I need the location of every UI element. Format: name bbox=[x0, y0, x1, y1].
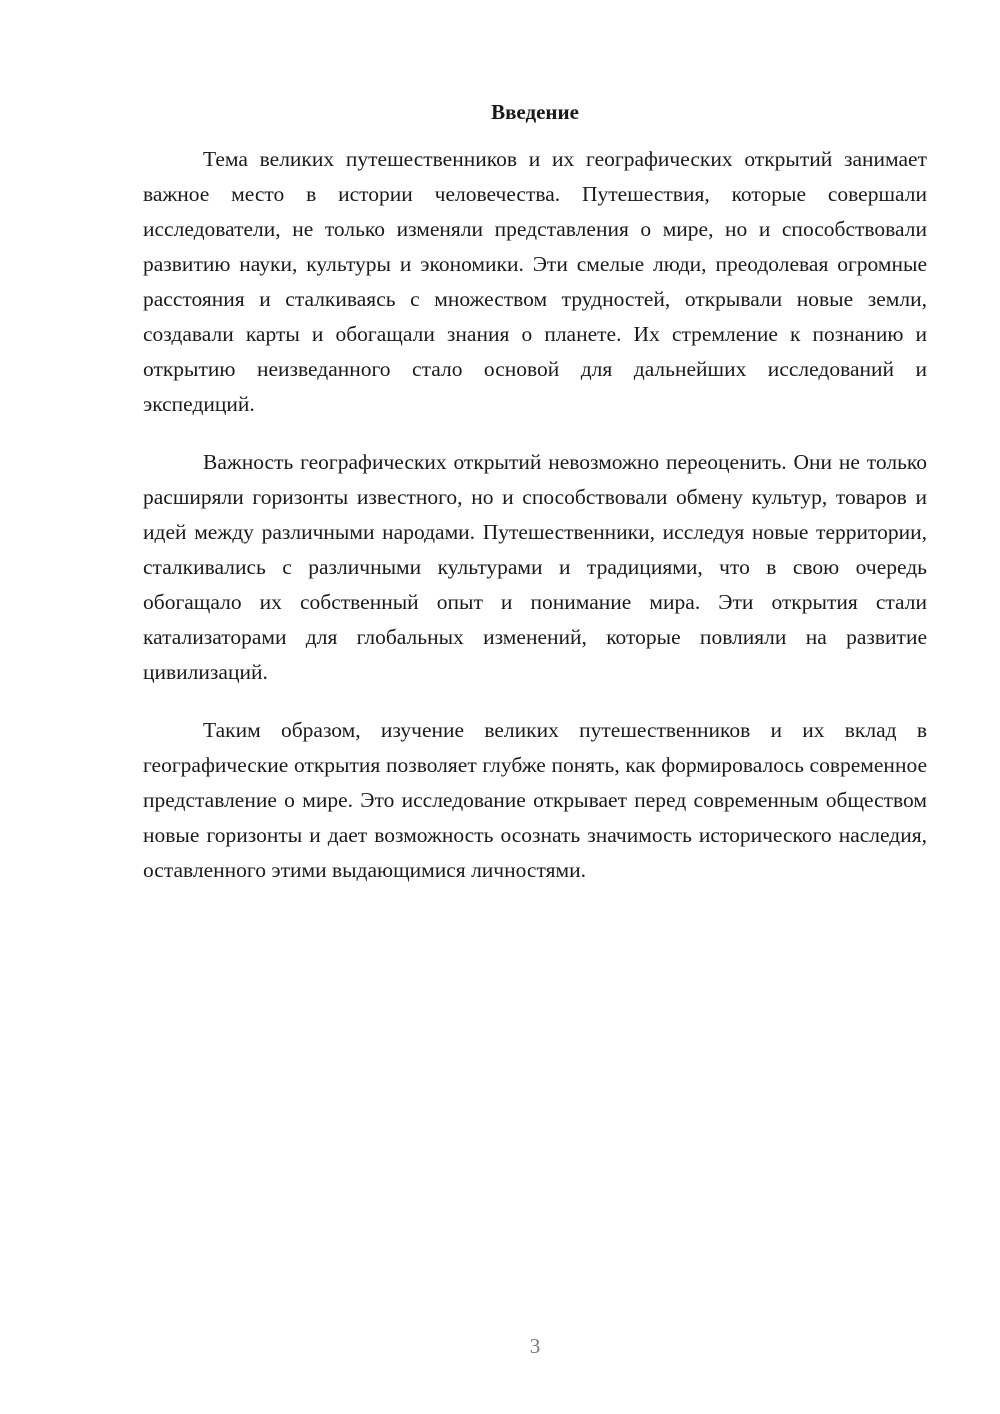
paragraph-3: Таким образом, изучение великих путешественников и их вклад в географические открытия позволяет глубже понять, как формировалось современное представление о мире. Это исследование открывает перед современным обществом новые горизонты и дает возможность осознать значимость исторического наследия, оставленного этими выдающимися личностями. bbox=[143, 718, 927, 882]
paragraph-1: Тема великих путешественников и их географических открытий занимает важное место в истории человечества. Путешествия, которые совершали исследователи, не только изменяли представления о мире, но и способствовали развитию науки, культуры и экономики. Эти смелые люди, преодолевая огромные расстояния и сталкиваясь с множеством трудностей, открывали новые земли, создавали карты и обогащали знания о планете. Их стремление к познанию и открытию неизведанного стало основой для дальнейших исследований и экспедиций. bbox=[143, 147, 927, 416]
page-number: 3 bbox=[529, 1334, 541, 1358]
paragraph-2: Важность географических открытий невозможно переоценить. Они не только расширяли горизонты известного, но и способствовали обмену культур, товаров и идей между различными народами. Путешественники, исследуя новые территории, сталкивались с различными культурами и традициями, что в свою очередь обогащало их собственный опыт и понимание мира. Эти открытия стали катализаторами для глобальных изменений, которые повлияли на развитие цивилизаций. bbox=[143, 450, 927, 684]
document-body bbox=[143, 142, 927, 911]
page-title: Введение bbox=[491, 100, 579, 124]
